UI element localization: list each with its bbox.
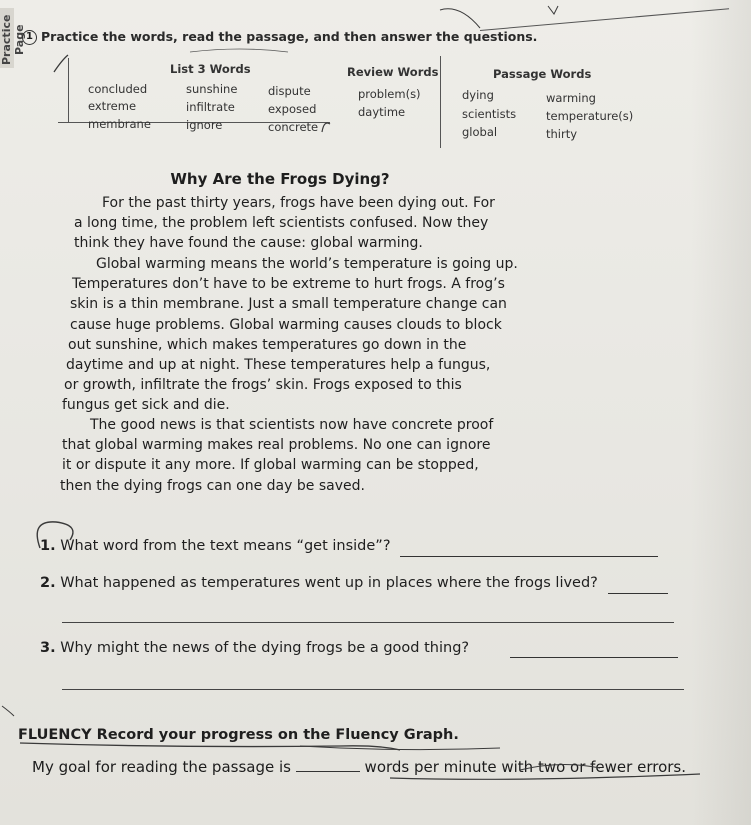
passage-line: daytime and up at night. These temperatures help a fungus,: [66, 357, 491, 374]
question-text: What word from the text means “get inside”?: [60, 538, 391, 554]
side-tab-label: Practice Page: [0, 14, 26, 66]
list3-word: extreme: [88, 99, 137, 113]
fluency-label: FLUENCY: [18, 727, 92, 743]
list3-word: dispute: [268, 84, 311, 98]
instruction-number: 1: [22, 30, 37, 45]
passage-word: global: [462, 125, 498, 139]
review-heading: Review Words: [347, 65, 439, 79]
passage-word: dying: [462, 88, 494, 102]
question-number: 3.: [40, 640, 56, 656]
review-word: daytime: [358, 105, 406, 119]
list3-word: concluded: [88, 82, 148, 96]
question-number: 1.: [40, 538, 56, 554]
list3-word: sunshine: [186, 82, 238, 96]
list3-word: concrete: [268, 120, 319, 134]
goal-text-after: words per minute with two or fewer errors.: [364, 758, 686, 776]
passage-line: fungus get sick and die.: [62, 397, 230, 414]
passage-line: Temperatures don’t have to be extreme to hurt frogs. A frog’s: [72, 276, 505, 293]
pen-underline: [20, 743, 400, 750]
passage-line: that global warming makes real problems. No one can ignore: [62, 437, 491, 454]
pen-stroke: [2, 706, 14, 716]
pen-circle: [37, 522, 73, 548]
passage-line: then the dying frogs can one day be saved.: [60, 477, 365, 494]
pen-stroke: [322, 123, 330, 132]
passage-word: thirty: [546, 127, 578, 141]
passage-line: it or dispute it any more. If global warming can be stopped,: [62, 457, 479, 474]
passage-words-heading: Passage Words: [493, 67, 592, 81]
pen-stroke: [54, 55, 68, 72]
passage-word: temperature(s): [546, 109, 634, 123]
passage-line: or growth, infiltrate the frogs’ skin. Frogs exposed to this: [64, 377, 462, 394]
passage-line: cause huge problems. Global warming causes clouds to block: [70, 316, 502, 333]
instruction-text: Practice the words, read the passage, and then answer the questions.: [41, 29, 538, 44]
pen-stroke: [440, 9, 480, 28]
passage-line: out sunshine, which makes temperatures go down in the: [68, 336, 467, 353]
question-text: Why might the news of the dying frogs be a good thing?: [60, 640, 470, 656]
passage-title: Why Are the Frogs Dying?: [170, 170, 390, 188]
passage-line: For the past thirty years, frogs have been dying out. For: [102, 195, 495, 211]
review-word: problem(s): [358, 87, 421, 101]
passage-word: scientists: [462, 107, 517, 121]
list3-word: membrane: [88, 117, 151, 131]
passage-line: Global warming means the world’s temperature is going up.: [96, 256, 518, 272]
list3-heading: List 3 Words: [170, 62, 251, 76]
pen-stroke: [190, 49, 288, 52]
passage-line: a long time, the problem left scientists confused. Now they: [74, 215, 489, 232]
goal-text-before: My goal for reading the passage is: [32, 758, 291, 776]
pen-underline: [390, 774, 700, 779]
pen-stroke: [520, 764, 600, 770]
question-text: What happened as temperatures went up in places where the frogs lived?: [60, 575, 598, 591]
question-number: 2.: [40, 575, 56, 591]
list3-word: infiltrate: [186, 100, 235, 114]
passage-line: skin is a thin membrane. Just a small temperature change can: [70, 296, 507, 313]
passage-line: think they have found the cause: global warming.: [74, 235, 423, 252]
list3-word: ignore: [186, 118, 223, 132]
fluency-text: Record your progress on the Fluency Graph.: [96, 727, 459, 743]
passage-word: warming: [546, 91, 596, 105]
passage-line: The good news is that scientists now have concrete proof: [90, 417, 494, 433]
list3-word: exposed: [268, 102, 317, 116]
pen-stroke: [548, 6, 558, 14]
